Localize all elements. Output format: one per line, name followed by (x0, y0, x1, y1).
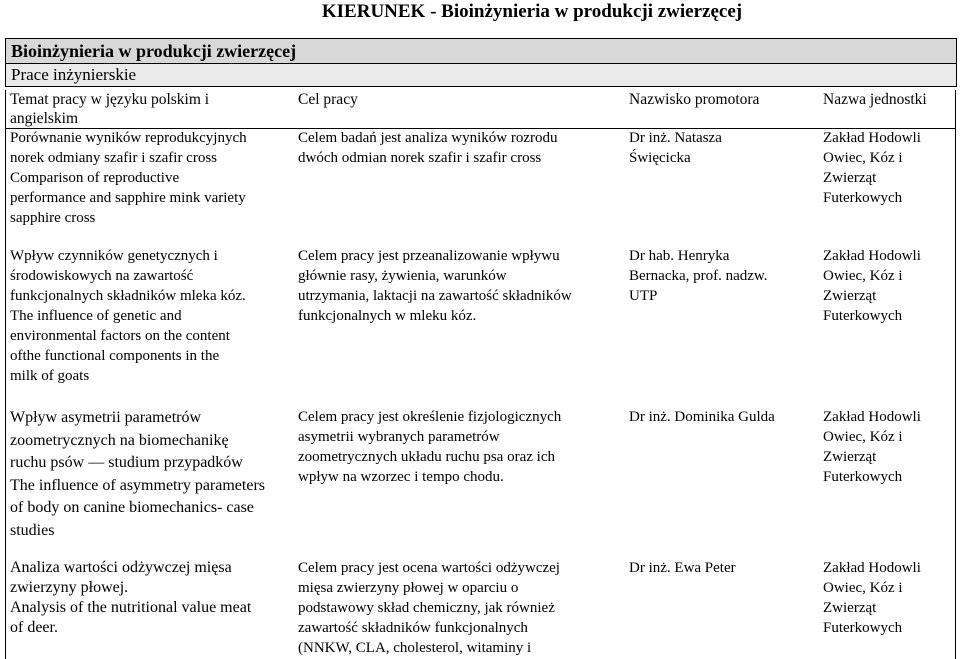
column-header-topic: Temat pracy w języku polskim i angielskim (10, 91, 210, 127)
table-left-border (5, 90, 6, 659)
row-4-goal: Celem pracy jest ocena wartości odżywczej mięsa zwierzyny płowej w oparciu o podstawowy skład chemiczny, jak również zawartość składników funkcjonalnych (NNKW, CLA, cholesterol, witaminy i (298, 560, 560, 656)
column-header-supervisor: Nazwisko promotora (629, 91, 760, 108)
title-block (5, 38, 957, 87)
row-2-topic: Wpływ czynników genetycznych i środowiskowych na zawartość funkcjonalnych składników mleka kóz. The influence of genetic and environmental factors on the content ofthe functional components in the milk of goats (10, 248, 246, 384)
row-2-unit: Zakład Hodowli Owiec, Kóz i Zwierząt Futerkowych (823, 248, 921, 324)
page-heading: KIERUNEK - Bioinżynieria w produkcji zwierzęcej (321, 1, 743, 22)
row-1-unit: Zakład Hodowli Owiec, Kóz i Zwierząt Futerkowych (823, 130, 921, 206)
row-2-goal: Celem pracy jest przeanalizowanie wpływu głównie rasy, żywienia, warunków utrzymania, laktacji na zawartość składników funkcjonalnych w mleku kóz. (298, 248, 572, 324)
main-title: Bioinżynieria w produkcji zwierzęcej (6, 39, 956, 64)
column-header-unit: Nazwa jednostki (823, 91, 927, 108)
row-3-unit: Zakład Hodowli Owiec, Kóz i Zwierząt Futerkowych (823, 409, 921, 485)
row-1-topic: Porównanie wyników reprodukcyjnych norek odmiany szafir i szafir cross Comparison of reproductive performance and sapphire mink variety sapphire cross (10, 130, 247, 226)
row-1-supervisor: Dr inż. Natasza Święcicka (629, 130, 722, 166)
row-3-supervisor: Dr inż. Dominika Gulda (629, 409, 775, 425)
row-4-topic: Analiza wartości odżywczej mięsa zwierzyny płowej. Analysis of the nutritional value meat of deer. (10, 559, 252, 636)
row-4-unit: Zakład Hodowli Owiec, Kóz i Zwierząt Futerkowych (823, 560, 921, 636)
column-header-goal: Cel pracy (298, 91, 358, 108)
row-3-goal: Celem pracy jest określenie fizjologicznych asymetrii wybranych parametrów zoometrycznych układu ruchu psa oraz ich wpływ na wzorzec i tempo chodu. (298, 409, 562, 485)
row-1-goal: Celem badań jest analiza wyników rozrodu dwóch odmian norek szafir i szafir cross (298, 130, 558, 166)
row-2-supervisor: Dr hab. Henryka Bernacka, prof. nadzw. UTP (629, 248, 768, 304)
row-3-topic: Wpływ asymetrii parametrów zoometrycznych na biomechanikę ruchu psów — studium przypadków The influence of asymmetry parameters of body on canine biomechanics- case studies (10, 409, 265, 539)
sub-title: Prace inżynierskie (6, 64, 956, 87)
table-right-border (955, 90, 956, 659)
row-4-supervisor: Dr inż. Ewa Peter (629, 560, 736, 576)
